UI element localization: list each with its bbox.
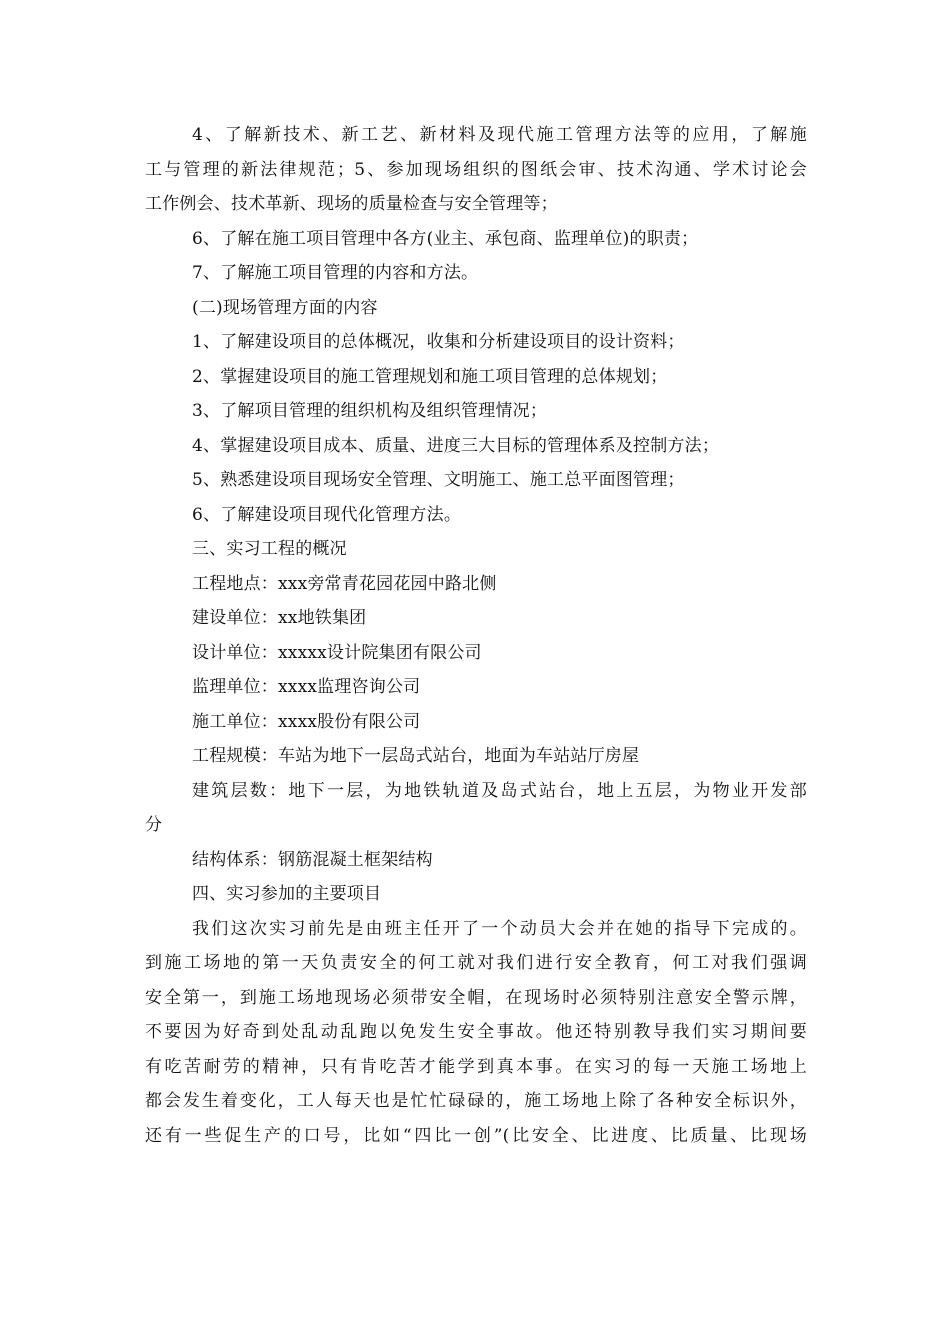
text-line: 安全第一，到施工场地现场必须带安全帽，在现场时必须特别注意安全警示牌， — [145, 987, 807, 1008]
text-line: 都会发生着变化，工人每天也是忙忙碌碌的，施工场地上除了各种安全标识外， — [145, 1091, 807, 1111]
document-body — [145, 118, 807, 1153]
text-line: 1、了解建设项目的总体概况，收集和分析建设项目的设计资料； — [192, 332, 685, 352]
text-line: 三、实习工程的概况 — [192, 539, 347, 559]
text-line: 有吃苦耐劳的精神，只有肯吃苦才能学到真本事。在实习的每一天施工场地上 — [145, 1056, 807, 1077]
text-line: 7、了解施工项目管理的内容和方法。 — [192, 263, 479, 283]
text-line: 监理单位：xxxx监理咨询公司 — [192, 677, 421, 697]
text-line: 施工单位：xxxx股份有限公司 — [192, 711, 421, 732]
text-line: 建设单位：xx地铁集团 — [192, 608, 367, 628]
text-line: 不要因为好奇到处乱动乱跑以免发生安全事故。他还特别教导我们实习期间要 — [145, 1022, 807, 1042]
text-line: 工作例会、技术革新、现场的质量检查与安全管理等； — [145, 194, 558, 214]
text-line: 5、熟悉建设项目现场安全管理、文明施工、施工总平面图管理； — [192, 470, 685, 490]
text-line: 设计单位：xxxxx设计院集团有限公司 — [192, 642, 482, 663]
text-line: 到施工场地的第一天负责安全的何工就对我们进行安全教育，何工对我们强调 — [145, 953, 807, 973]
text-line: 6、了解在施工项目管理中各方(业主、承包商、监理单位)的职责； — [192, 228, 699, 249]
text-line: 2、掌握建设项目的施工管理规划和施工项目管理的总体规划； — [192, 366, 668, 387]
text-line: 工程地点：xxx旁常青花园花园中路北侧 — [192, 573, 497, 594]
text-line: 分 — [145, 815, 163, 835]
text-line: 4、掌握建设项目成本、质量、进度三大目标的管理体系及控制方法； — [192, 435, 720, 456]
text-line: 工程规模：车站为地下一层岛式站台，地面为车站站厅房屋 — [192, 746, 640, 766]
text-line: 还有一些促生产的口号，比如“四比一创”(比安全、比进度、比质量、比现场 — [145, 1125, 807, 1146]
text-line: 3、了解项目管理的组织机构及组织管理情况； — [192, 401, 548, 421]
text-line: 四、实习参加的主要项目 — [192, 884, 382, 904]
text-line: (二)现场管理方面的内容 — [192, 297, 378, 318]
text-line: 我们这次实习前先是由班主任开了一个动员大会并在她的指导下完成的。 — [192, 918, 807, 939]
text-line: 结构体系：钢筋混凝土框架结构 — [192, 849, 433, 870]
text-line: 建筑层数：地下一层，为地铁轨道及岛式站台，地上五层，为物业开发部 — [192, 780, 807, 801]
text-line: 6、了解建设项目现代化管理方法。 — [192, 504, 462, 525]
text-line: 4、了解新技术、新工艺、新材料及现代施工管理方法等的应用，了解施 — [192, 125, 807, 145]
text-line: 工与管理的新法律规范；5、参加现场组织的图纸会审、技术沟通、学术讨论会 — [145, 159, 807, 180]
